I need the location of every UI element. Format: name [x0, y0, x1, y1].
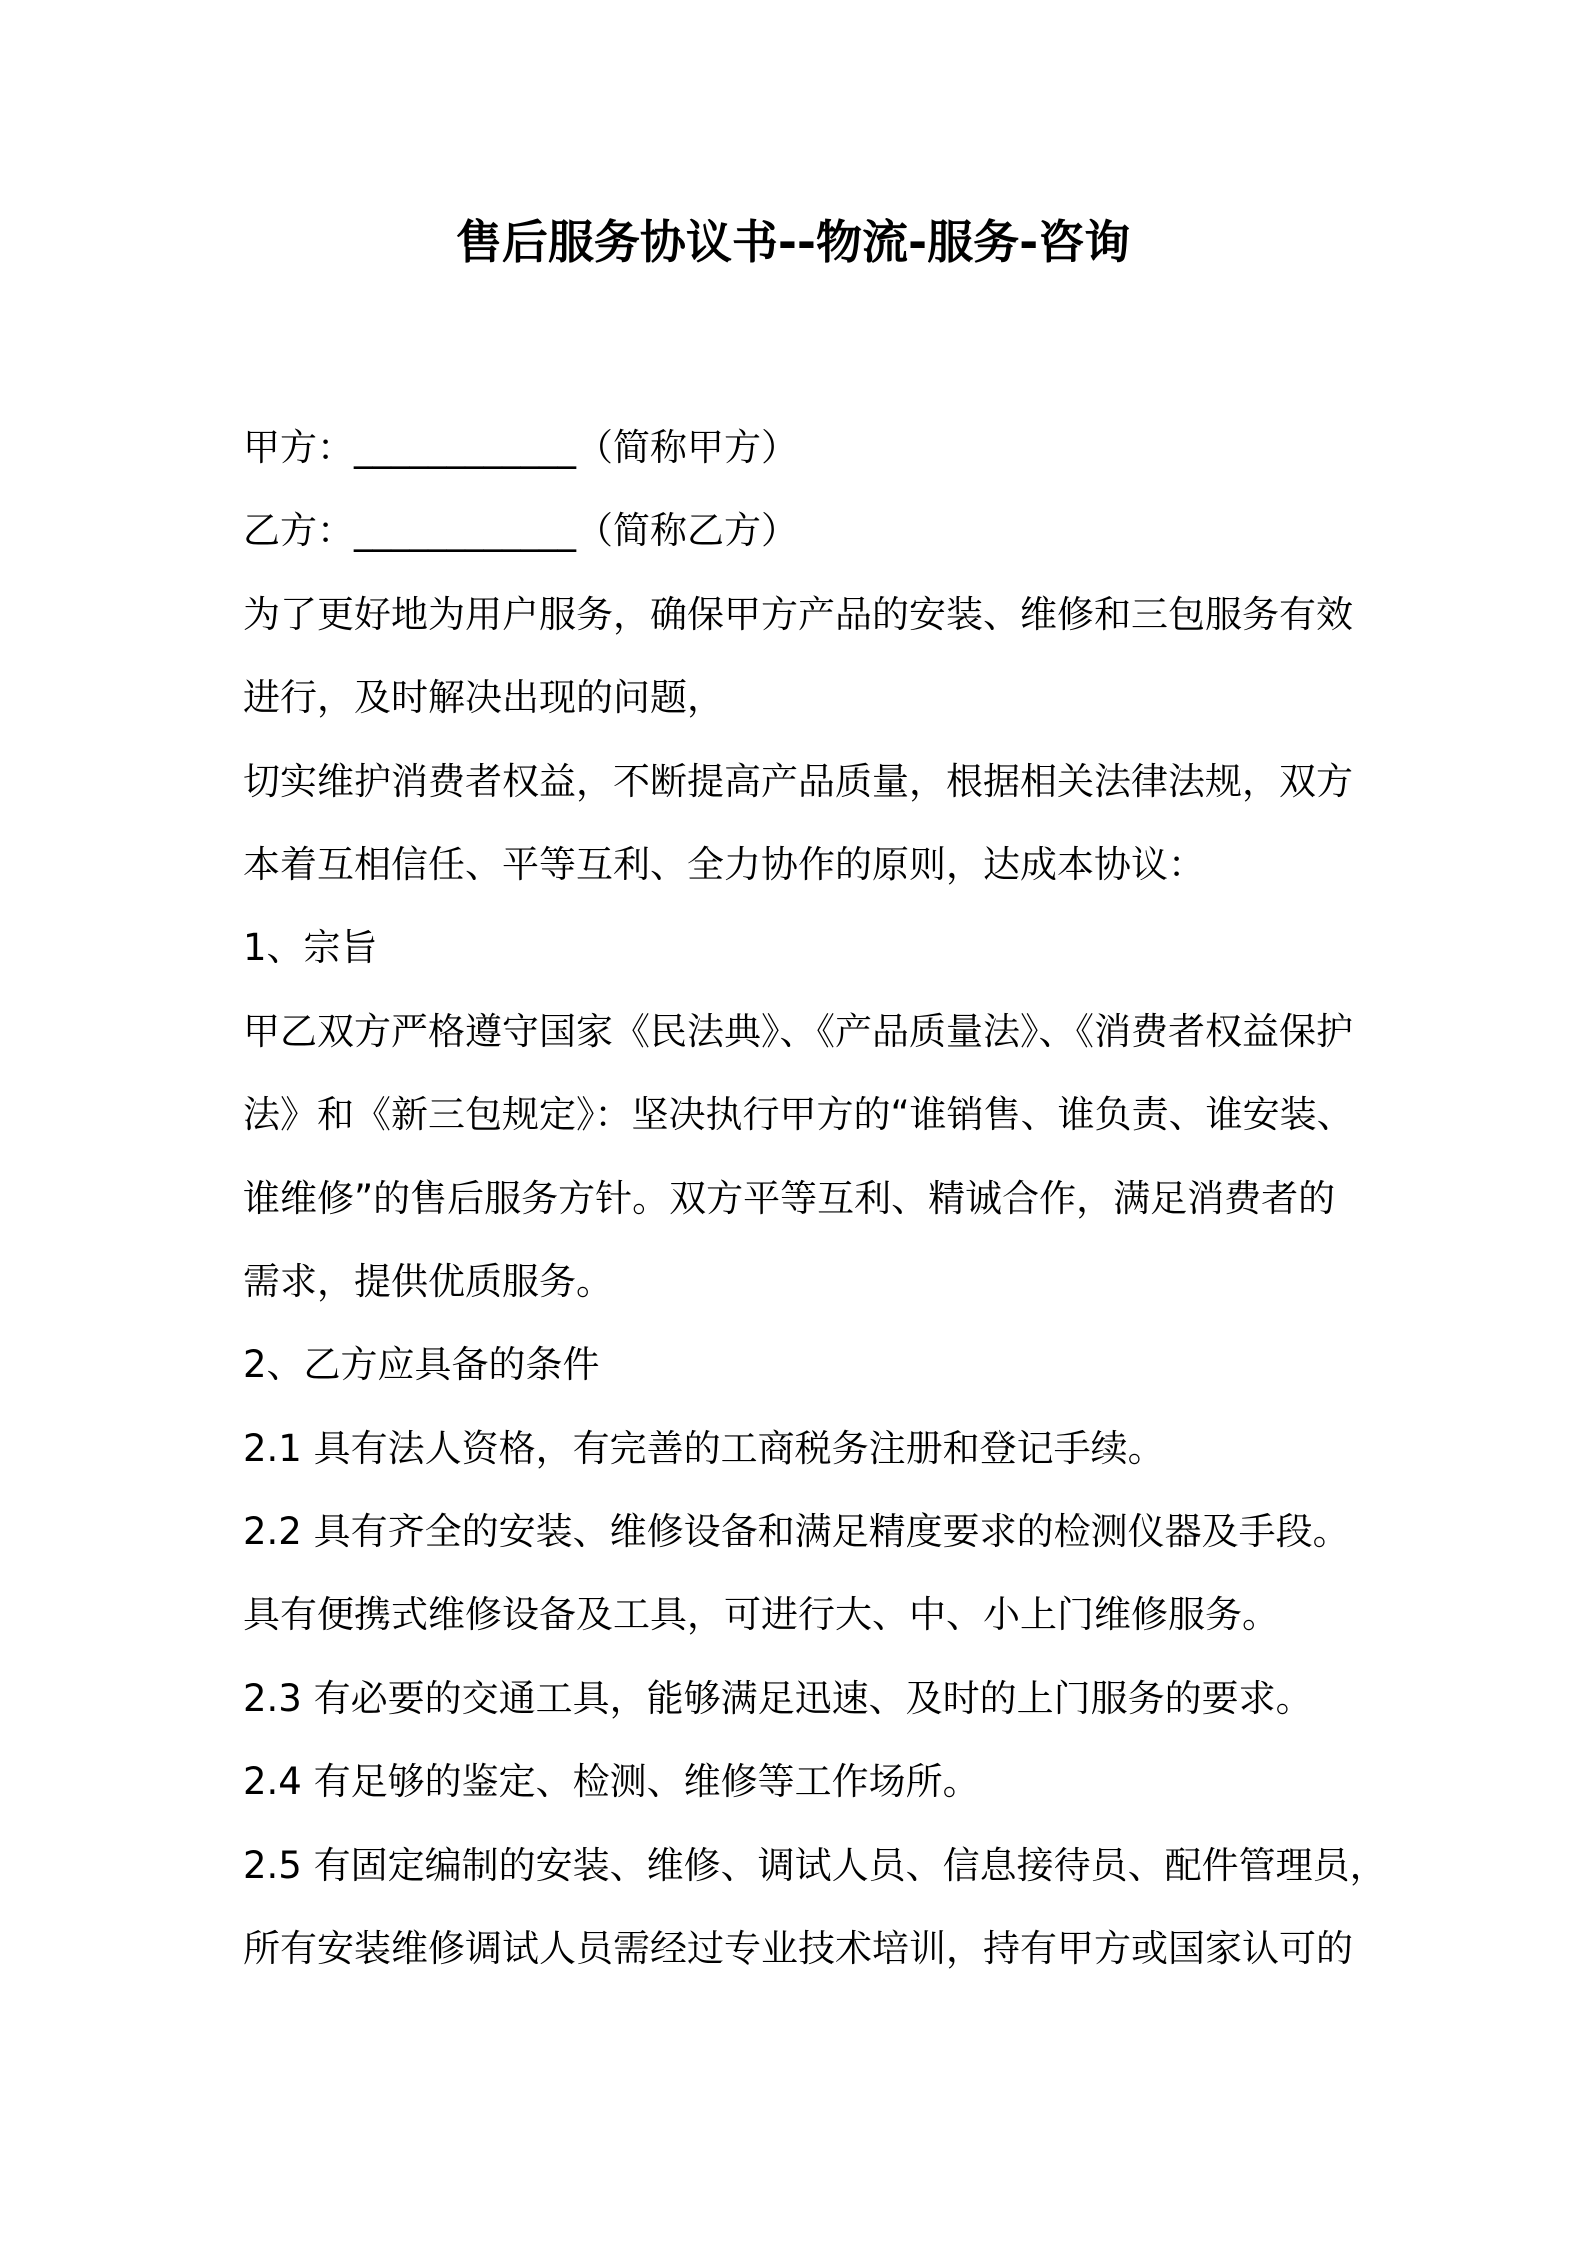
document-title: 售后服务协议书--物流-服务-咨询 — [455, 215, 1131, 269]
text-line: 本着互相信任、平等互利、全力协作的原则，达成本协议： — [243, 842, 1205, 886]
document-body — [243, 406, 1387, 1990]
clause-line: 2.3 有必要的交通工具，能够满足迅速、及时的上门服务的要求。 — [243, 1676, 1313, 1720]
text-line: 进行，及时解决出现的问题， — [243, 676, 724, 720]
text-line: 具有便携式维修设备及工具，可进行大、中、小上门维修服务。 — [243, 1593, 1279, 1637]
text-line: 法》和《新三包规定》：坚决执行甲方的“谁销售、谁负责、谁安装、 — [243, 1093, 1354, 1137]
text-line: 谁维修”的售后服务方针。双方平等互利、精诚合作，满足消费者的 — [243, 1176, 1336, 1220]
clause-line: 2.5 有固定编制的安装、维修、调试人员、信息接待员、配件管理员， — [243, 1843, 1387, 1887]
text-line: 为了更好地为用户服务，确保甲方产品的安装、维修和三包服务有效 — [243, 592, 1353, 636]
clause-line: 2.4 有足够的鉴定、检测、维修等工作场所。 — [243, 1760, 980, 1804]
section-heading: 1、宗旨 — [243, 926, 378, 970]
party-b-line: 乙方：____________（简称乙方） — [243, 509, 798, 553]
text-line: 切实维护消费者权益，不断提高产品质量，根据相关法律法规，双方 — [243, 759, 1353, 803]
section-heading: 2、乙方应具备的条件 — [243, 1343, 600, 1387]
text-line: 甲乙双方严格遵守国家《民法典》、《产品质量法》、《消费者权益保护 — [243, 1009, 1353, 1053]
text-line: 所有安装维修调试人员需经过专业技术培训，持有甲方或国家认可的 — [243, 1927, 1353, 1971]
party-a-line: 甲方：____________（简称甲方） — [243, 426, 798, 469]
clause-line: 2.2 具有齐全的安装、维修设备和满足精度要求的检测仪器及手段。 — [243, 1510, 1350, 1554]
clause-line: 2.1 具有法人资格，有完善的工商税务注册和登记手续。 — [243, 1426, 1165, 1470]
text-line: 需求，提供优质服务。 — [243, 1259, 613, 1303]
